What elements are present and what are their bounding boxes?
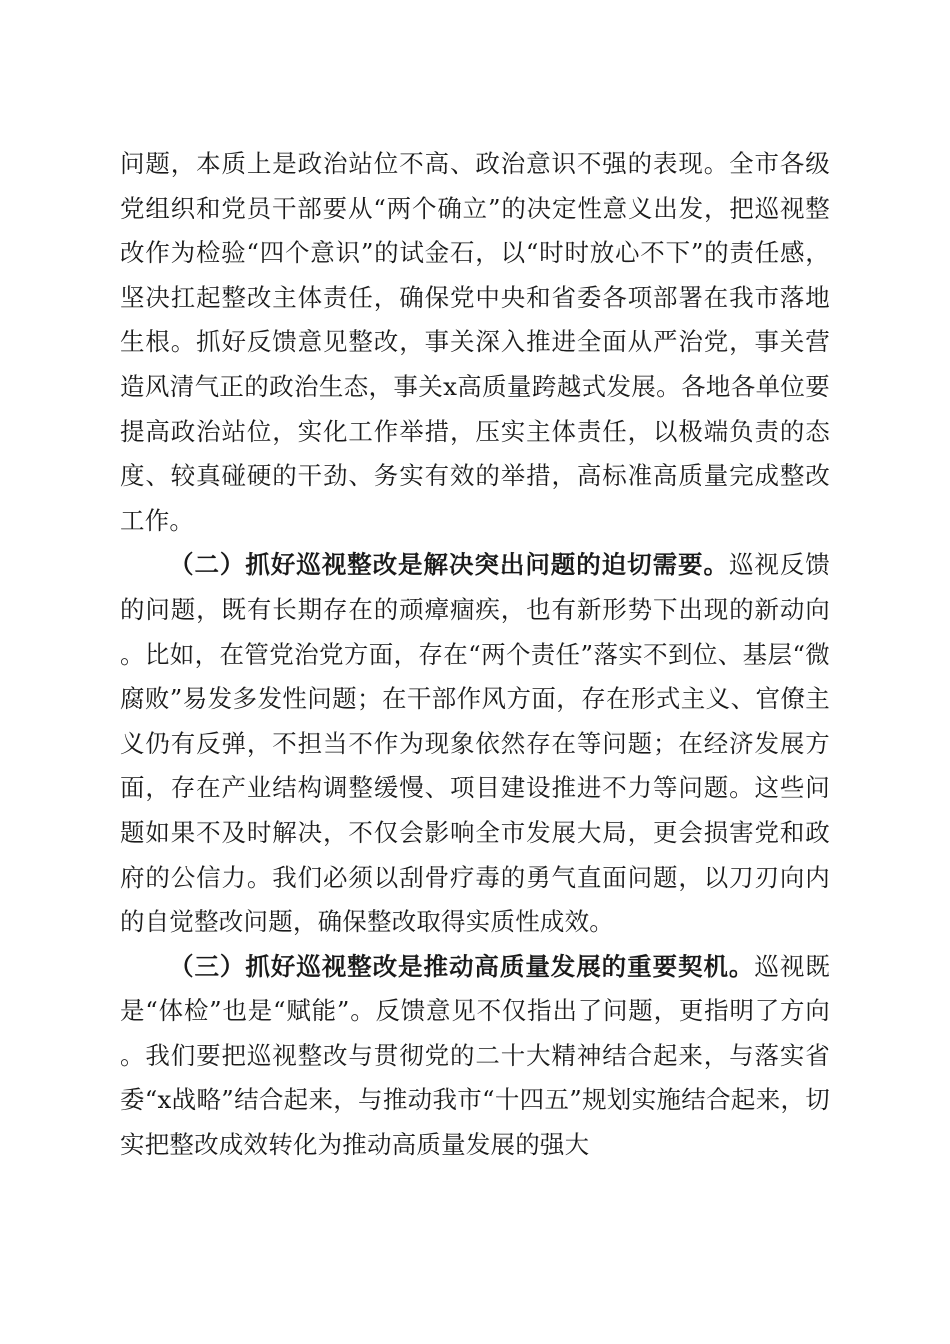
paragraph-continuation <box>120 142 830 543</box>
paragraph-body: 巡视反馈的问题，既有长期存在的顽瘴痼疾，也有新形势下出现的新动向。比如，在管党治党方面，存在“两个责任”落实不到位、基层“微腐败”易发多发性问题；在干部作风方面，存在形式主义、官僚主义仍有反弹，不担当不作为现象依然存在等问题；在经济发展方面，存在产业结构调整缓慢、项目建设推进不力等问题。这些问题如果不及时解决，不仅会影响全市发展大局，更会损害党和政府的公信力。我们必须以刮骨疗毒的勇气直面问题，以刀刃向内的自觉整改问题，确保整改取得实质性成效。 <box>120 550 830 937</box>
section-heading: （二）抓好巡视整改是解决突出问题的迫切需要。 <box>169 550 729 580</box>
section-heading: （三）抓好巡视整改是推动高质量发展的重要契机。 <box>169 951 755 981</box>
document-body <box>120 142 830 1168</box>
paragraph-body: 问题，本质上是政治站位不高、政治意识不强的表现。全市各级党组织和党员干部要从“两个确立”的决定性意义出发，把巡视整改作为检验“四个意识”的试金石，以“时时放心不下”的责任感，坚决扛起整改主体责任，确保党中央和省委各项部署在我市落地生根。抓好反馈意见整改，事关深入推进全面从严治党，事关营造风清气正的政治生态，事关x高质量跨越式发展。各地各单位要提高政治站位，实化工作举措，压实主体责任，以极端负责的态度、较真碰硬的干劲、务实有效的举措，高标准高质量完成整改工作。 <box>120 149 830 535</box>
paragraph-section-two <box>120 543 830 944</box>
paragraph-body: 巡视既是“体检”也是“赋能”。反馈意见不仅指出了问题，更指明了方向。我们要把巡视整改与贯彻党的二十大精神结合起来，与落实省委“x战略”结合起来，与推动我市“十四五”规划实施结合起来，切实把整改成效转化为推动高质量发展的强大 <box>120 951 830 1160</box>
paragraph-section-three <box>120 945 830 1168</box>
